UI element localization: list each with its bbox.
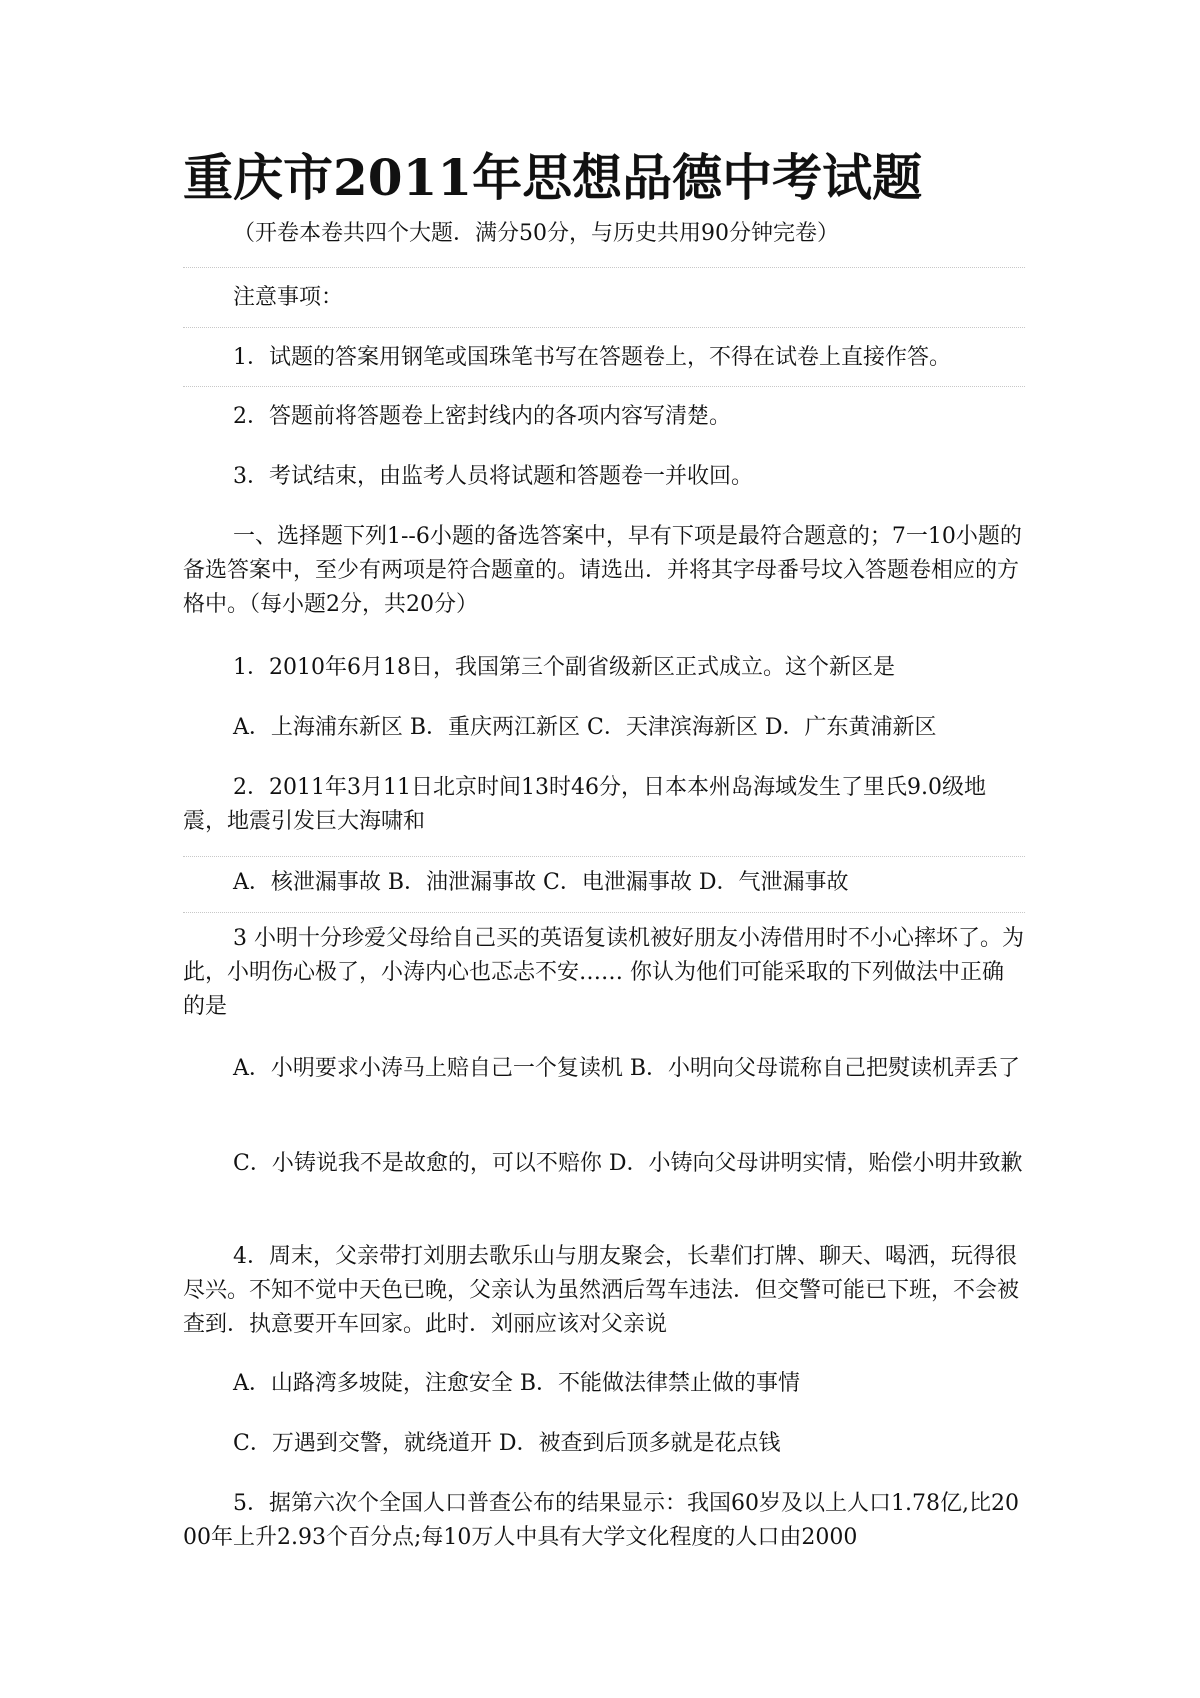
question-stem: 5．据第六次个全国人口普查公布的结果显示：我国60岁及以上人口1.78亿,比2000年上升2.93个百分点;每10万人中具有大学文化程度的人口由2000 xyxy=(183,1491,1019,1550)
question-options: A．核泄漏事故 B．油泄漏事故 C．电泄漏事故 D．气泄漏事故 xyxy=(233,870,849,895)
exam-title: 重庆市2011年思想品德中考试题 xyxy=(183,148,923,207)
divider xyxy=(183,327,1025,328)
question-options: A．上海浦东新区 B．重庆两江新区 C．天津滨海新区 D．广东黄浦新区 xyxy=(233,715,937,740)
exam-subtitle: （开卷本卷共四个大题．满分50分，与历史共用90分钟完卷） xyxy=(233,221,839,246)
question-options: C．小铸说我不是故愈的，可以不赔你 D．小铸向父母讲明实情，贻偿小明井致歉 xyxy=(233,1151,1023,1176)
section-intro: 一、选择题下列1--6小题的备选答案中，早有下项是最符合题意的；7一10小题的备选答案中，至少有两项是符合题童的。请选出．并将其字母番号坟入答题卷相应的方格中。（每小题2分，共20分） xyxy=(183,524,1022,617)
question-options: C．万遇到交警，就绕道开 D．被查到后顶多就是花点钱 xyxy=(233,1431,781,1456)
divider xyxy=(183,856,1025,857)
notice-item: 3．考试结束，由监考人员将试题和答题卷一并收回。 xyxy=(233,464,753,489)
divider xyxy=(183,267,1025,268)
question-stem: 4．周末，父亲带打刘朋去歌乐山与朋友聚会，长辈们打牌、聊天、喝洒，玩得很尽兴。不知不觉中天色已晚，父亲认为虽然洒后驾车违法．但交警可能已下班，不会被查到．执意要开车回家。此时．刘丽应该对父亲说 xyxy=(183,1244,1020,1337)
notice-item: 1．试题的答案用钢笔或国珠笔书写在答题卷上，不得在试卷上直接作答。 xyxy=(233,345,951,370)
divider xyxy=(183,386,1025,387)
question-stem: 2．2011年3月11日北京时间13时46分，日本本州岛海域发生了里氏9.0级地震，地震引发巨大海啸和 xyxy=(183,775,986,834)
notice-heading: 注意事项： xyxy=(233,285,344,310)
notice-item: 2．答题前将答题卷上密封线内的各项内容写清楚。 xyxy=(233,404,731,429)
question-options: A．小明要求小涛马上赔自己一个复读机 B．小明向父母谎称自己把熨读机弄丢了 xyxy=(233,1056,1021,1081)
question-options: A．山路湾多坡陡，注愈安全 B．不能做法律禁止做的事情 xyxy=(233,1371,801,1396)
question-stem: 1．2010年6月18日，我国第三个副省级新区正式成立。这个新区是 xyxy=(233,655,895,680)
question-stem: 3 小明十分珍爱父母给自己买的英语复读机被好朋友小涛借用时不小心摔坏了。为此，小明伤心极了，小涛内心也忑忐不安…… 你认为他们可能采取的下列做法中正确的是 xyxy=(183,926,1024,1019)
divider xyxy=(183,912,1025,913)
